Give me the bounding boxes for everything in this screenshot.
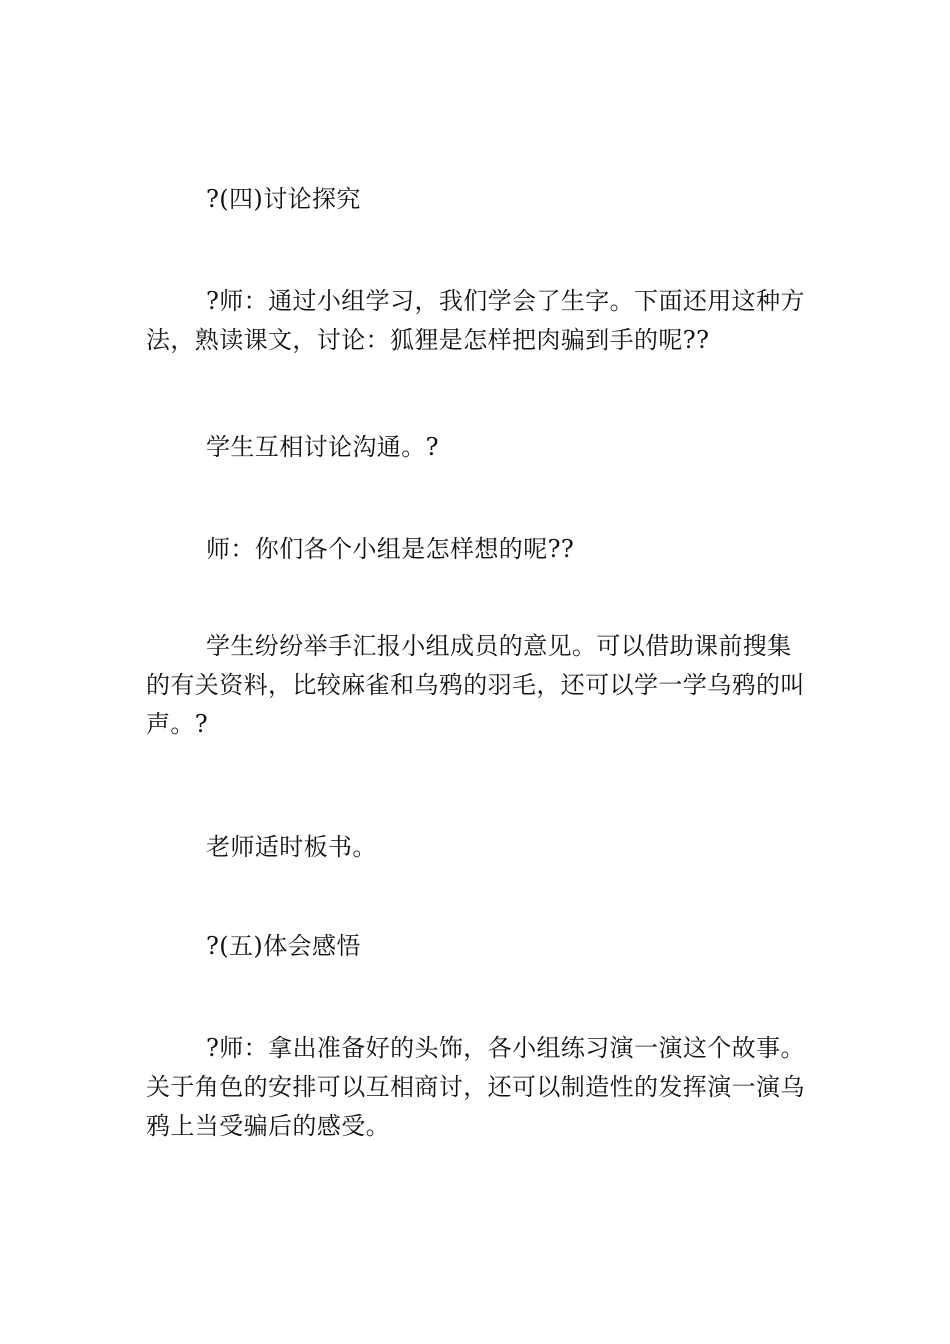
students-discuss-paragraph: 学生互相讨论沟通。? (206, 433, 439, 461)
teacher-question-paragraph: 师：你们各个小组是怎样想的呢?? (206, 535, 575, 563)
teacher-blackboard-paragraph: 老师适时板书。 (206, 833, 377, 861)
teacher-prompt-discussion: ?师：通过小组学习，我们学会了生字。下面还用这种方法，熟读课文，讨论：狐狸是怎样把肉骗到手的呢?? (146, 287, 805, 354)
teacher-roleplay-paragraph: ?师：拿出准备好的头饰，各小组练习演一演这个故事。关于角色的安排可以互相商讨，还可以制造性的发挥演一演乌鸦上当受骗后的感受。 (146, 1034, 805, 1140)
section-heading-discussion: ?(四)讨论探究 (206, 185, 361, 213)
section-heading-experience: ?(五)体会感悟 (206, 932, 361, 960)
students-report-paragraph: 学生纷纷举手汇报小组成员的意见。可以借助课前搜集的有关资料，比较麻雀和乌鸦的羽毛，还可以学一学乌鸦的叫声。? (146, 632, 805, 738)
